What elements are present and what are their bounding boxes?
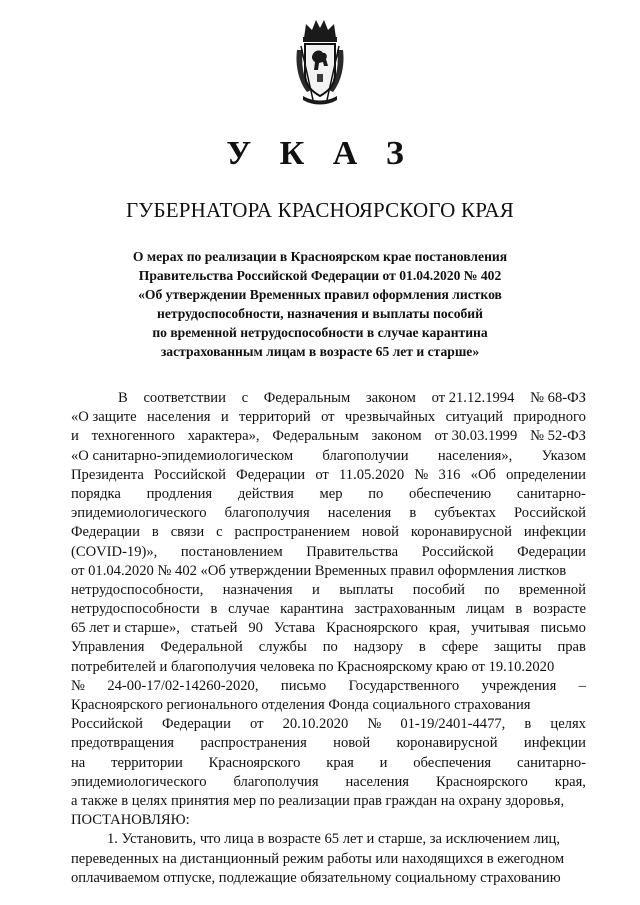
- body-word: с: [216, 524, 223, 541]
- body-word: новой: [361, 524, 399, 541]
- body-word: оплачиваемом отпуске, подлежащие обязательному социальному страхованию: [71, 869, 561, 886]
- body-line: [71, 523, 586, 542]
- coat-of-arms-icon: [293, 16, 347, 106]
- body-line: [71, 504, 586, 523]
- body-word: субъектах: [434, 505, 496, 522]
- body-word: целях: [550, 716, 586, 733]
- body-word: характера»,: [187, 428, 260, 445]
- body-word: населения: [327, 505, 392, 522]
- body-word: защиты: [494, 639, 542, 656]
- body-word: прав: [557, 639, 586, 656]
- body-word: края,: [428, 620, 461, 637]
- body-line: [71, 850, 586, 869]
- body-word: по: [322, 639, 338, 656]
- body-word: Федерации: [236, 466, 306, 483]
- body-line: [71, 696, 586, 715]
- body-word: в: [515, 601, 523, 618]
- body-word: учитывая: [471, 620, 530, 637]
- body-line: [71, 715, 586, 734]
- body-word: благополучия: [233, 773, 319, 790]
- body-word: письмо: [540, 620, 586, 637]
- body-word: распространения: [200, 735, 307, 752]
- body-word: карантина: [280, 601, 344, 618]
- body-word: возрасте: [532, 601, 586, 618]
- body-word: (COVID-19)»,: [71, 543, 158, 560]
- body-word: Федерации: [71, 524, 140, 541]
- body-word: в: [418, 639, 426, 656]
- body-word: нетрудоспособности: [71, 601, 200, 618]
- body-word: пособий: [412, 581, 465, 598]
- body-word: 65 лет и старше»,: [71, 620, 180, 637]
- body-word: коронавирусной: [410, 524, 512, 541]
- body-word: №: [71, 677, 85, 694]
- body-line: [71, 600, 586, 619]
- decree-body: [71, 389, 586, 888]
- body-word: ПОСТАНОВЛЯЮ:: [71, 812, 190, 829]
- body-word: техногенного: [91, 428, 175, 445]
- body-line: [71, 734, 586, 753]
- body-word: Красноярского регионального отделения Фонда социального страхования: [71, 697, 531, 713]
- body-word: в: [210, 601, 218, 618]
- body-word: а также в целях принятия мер по реализации прав граждан на охрану здоровья,: [71, 792, 565, 809]
- body-word: эпидемиологического: [71, 505, 207, 522]
- body-line: [71, 638, 586, 657]
- body-line: [71, 447, 586, 466]
- body-word: Федерации: [517, 543, 586, 560]
- body-word: от 21.12.1994: [431, 390, 515, 406]
- body-word: обеспечению: [409, 485, 492, 502]
- body-word: мер: [319, 485, 343, 502]
- body-word: действия: [237, 485, 294, 502]
- body-line: [71, 543, 586, 562]
- body-word: населения»,: [437, 447, 513, 464]
- body-word: соответствии: [143, 390, 226, 406]
- body-word: № 68-ФЗ: [530, 390, 586, 406]
- body-word: Российской: [154, 466, 226, 483]
- body-word: 20.10.2020: [282, 716, 349, 733]
- body-word: службы: [258, 639, 307, 656]
- body-line: [71, 869, 586, 888]
- body-word: надзору: [353, 639, 403, 656]
- body-word: новой: [333, 735, 371, 752]
- body-line: [71, 619, 586, 638]
- body-word: «О защите: [71, 409, 137, 426]
- decree-subject: [80, 247, 560, 361]
- body-word: №: [367, 716, 382, 733]
- body-word: потребителей и благополучия человека по Красноярскому краю от 19.10.2020: [71, 658, 555, 675]
- body-word: Правительства: [306, 543, 399, 560]
- body-word: 316: [438, 466, 461, 483]
- body-line: [71, 408, 586, 427]
- body-word: Государственного: [348, 677, 460, 694]
- body-word: Красноярского: [208, 754, 301, 771]
- body-word: письмо: [280, 677, 327, 694]
- body-word: законом: [365, 390, 416, 406]
- body-word: инфекции: [523, 524, 586, 541]
- body-word: постановлением: [180, 543, 283, 560]
- body-word: по: [368, 485, 384, 502]
- body-line: [71, 792, 586, 811]
- body-word: территории: [111, 754, 183, 771]
- body-word: № 52-ФЗ: [530, 428, 586, 445]
- body-word: от 01.04.2020 № 402 «Об утверждении Временных правил оформления листков: [71, 562, 567, 579]
- body-word: переведенных на дистанционный режим работы или находящихся в ежегодном: [71, 850, 565, 867]
- body-word: предотвращения: [71, 735, 175, 752]
- body-word: от 30.03.1999: [434, 428, 518, 445]
- body-word: благополучии: [322, 447, 409, 464]
- decree-issuer: ГУБЕРНАТОРА КРАСНОЯРСКОГО КРАЯ: [126, 198, 514, 222]
- body-word: учреждения: [481, 677, 557, 694]
- body-line: [71, 754, 586, 773]
- body-word: санитарно-: [516, 485, 586, 502]
- subject-line: О мерах по реализации в Красноярском крае постановления: [132, 249, 508, 264]
- body-word: Указом: [541, 447, 586, 464]
- body-word: территорий: [239, 409, 311, 426]
- body-line: [71, 581, 586, 600]
- body-word: временной: [518, 581, 586, 598]
- body-line: [71, 658, 586, 677]
- body-word: и: [379, 754, 388, 771]
- body-word: застрахованным: [354, 601, 456, 618]
- body-word: санитарно-: [516, 754, 586, 771]
- body-word: Красноярского: [326, 620, 418, 637]
- body-word: 24-00-17/02-14260-2020,: [107, 677, 259, 694]
- body-word: 1. Установить, что лица в возрасте 65 лет и старше, за исключением лиц,: [107, 831, 561, 848]
- body-line: [71, 811, 586, 830]
- body-word: №: [414, 466, 429, 483]
- body-word: эпидемиологического: [71, 773, 207, 790]
- body-word: Федеральной: [160, 639, 243, 656]
- subject-line: по временной нетрудоспособности в случае карантина: [152, 325, 488, 340]
- body-word: Российской: [514, 505, 586, 522]
- body-word: определении: [506, 466, 586, 483]
- body-word: сфере: [441, 639, 479, 656]
- subject-line: застрахованным лицам в возрасте 65 лет и старше»: [160, 344, 480, 359]
- body-word: края: [326, 754, 354, 771]
- body-word: лицам: [465, 601, 505, 618]
- body-word: продления: [146, 485, 213, 502]
- body-line: [71, 466, 586, 485]
- body-word: инфекции: [523, 735, 586, 752]
- body-word: Красноярского: [435, 773, 528, 790]
- coat-of-arms-emblem: [293, 16, 347, 106]
- body-word: ситуаций: [445, 409, 504, 426]
- body-word: от: [321, 409, 335, 426]
- body-word: связи: [170, 524, 205, 541]
- body-line: [71, 773, 586, 792]
- body-word: выплаты: [339, 581, 394, 598]
- body-word: природного: [513, 409, 586, 426]
- body-word: Российской: [71, 716, 143, 733]
- body-word: Управления: [71, 639, 145, 656]
- body-word: населения: [147, 409, 211, 426]
- body-word: 01-19/2401-4477,: [400, 716, 506, 733]
- body-word: «Об: [470, 466, 496, 483]
- subject-line: «Об утверждении Временных правил оформления листков: [138, 287, 502, 302]
- body-word: Президента: [71, 466, 144, 483]
- body-word: обеспечения: [413, 754, 492, 771]
- body-word: –: [578, 677, 586, 694]
- body-word: по: [484, 581, 500, 598]
- body-line: [71, 389, 586, 408]
- body-word: края,: [554, 773, 586, 790]
- body-line: [71, 562, 586, 581]
- body-word: 90: [248, 620, 263, 637]
- body-word: населения: [345, 773, 410, 790]
- body-word: и: [71, 428, 79, 445]
- body-word: назначения: [222, 581, 293, 598]
- body-word: и: [220, 409, 229, 426]
- subject-line: нетрудоспособности, назначения и выплаты пособий: [157, 306, 483, 321]
- body-word: от: [250, 716, 264, 733]
- body-word: чрезвычайных: [344, 409, 436, 426]
- body-word: Федерации: [162, 716, 231, 733]
- body-word: в: [151, 524, 159, 541]
- body-word: распространением: [234, 524, 350, 541]
- body-word: Федеральным: [272, 428, 359, 445]
- body-line: [71, 485, 586, 504]
- subject-line: Правительства Российской Федерации от 01.04.2020 № 402: [138, 268, 502, 283]
- body-word: 11.05.2020: [339, 466, 405, 483]
- body-word: законом: [371, 428, 422, 445]
- body-word: Российской: [421, 543, 494, 560]
- body-word: В: [118, 390, 128, 406]
- body-line: [71, 677, 586, 696]
- body-word: благополучия: [224, 505, 310, 522]
- body-word: Устава: [273, 620, 316, 637]
- body-word: в: [524, 716, 532, 733]
- body-word: в: [409, 505, 417, 522]
- body-word: порядка: [71, 485, 121, 502]
- body-word: с: [241, 390, 249, 406]
- body-line: [71, 830, 586, 849]
- body-word: на: [71, 754, 86, 771]
- body-line: [71, 427, 586, 446]
- body-word: коронавирусной: [396, 735, 498, 752]
- body-word: «О санитарно-эпидемиологическом: [71, 447, 294, 464]
- body-word: статьей: [190, 620, 238, 637]
- body-word: нетрудоспособности,: [71, 581, 204, 598]
- body-word: случае: [228, 601, 270, 618]
- body-word: от: [315, 466, 329, 483]
- body-word: Федеральным: [263, 390, 351, 406]
- decree-title: У К А З: [226, 135, 414, 172]
- body-word: и: [312, 581, 320, 598]
